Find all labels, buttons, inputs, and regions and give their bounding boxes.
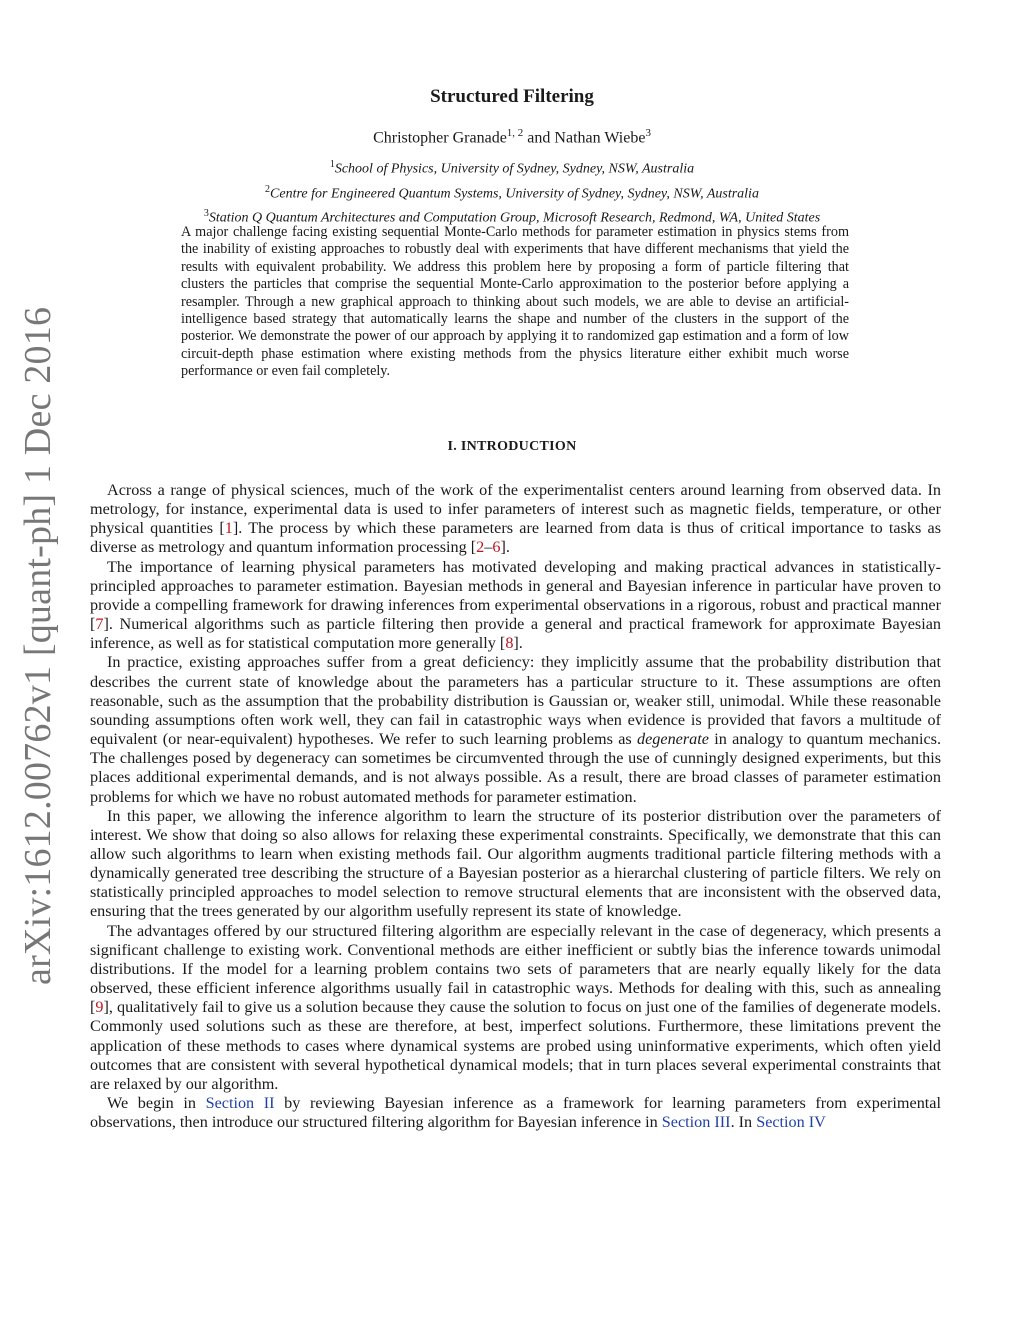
citation-range-dash: – — [484, 538, 493, 557]
abstract: A major challenge facing existing sequential Monte-Carlo methods for parameter estimation in physics stems from the inability of existing approaches to robustly deal with experiments that have different mechanisms that yield the results with equivalent probability. We address this problem here by proposing a form of particle filtering that clusters the particles that comprise the sequential Monte-Carlo approximation to the posterior before applying a resampler. Through a new graphical approach to thinking about such models, we are able to devise an artificial-intelligence based strategy that automatically learns the shape and number of the clusters in the support of the posterior. We demonstrate the power of our approach by applying it to randomized gap estimation and a form of low circuit-depth phase estimation where existing methods from the physics literature either exhibit much worse performance or even fail completely. — [181, 224, 849, 380]
affiliation — [0, 155, 1024, 180]
affiliation-mark: 1 — [329, 159, 335, 170]
affiliation-text: School of Physics, University of Sydney, Sydney, NSW, Australia — [334, 161, 695, 177]
paragraph — [90, 481, 941, 558]
paragraph-text: We begin in — [107, 1094, 206, 1112]
author-conjunction: and — [523, 129, 555, 147]
arxiv-identifier: arXiv:1612.00762v1 [quant-ph] 1 Dec 2016 — [17, 306, 59, 985]
citation-link[interactable]: 2 — [476, 538, 485, 557]
paragraph-text: . In — [730, 1113, 757, 1132]
paragraph-text: ]. — [500, 538, 510, 557]
paragraph-text: In practice, existing approaches suffer from a great deficiency: they implicitly assume that the probability distribution that describes the current state of knowledge about the parameters has a particular structure to it. These assumptions are often reasonable, such as the assumption that the probability distribution is Gaussian or, weaker still, unimodal. While these reasonable sounding assumptions often work well, they can fail in catastrophic ways when evidence is provided that favors a multitude of equivalent (or near-equivalent) hypotheses. We refer to such learning problems as — [90, 653, 941, 749]
citation-link[interactable]: 9 — [95, 998, 104, 1017]
affiliation-list — [0, 155, 1024, 229]
paragraph-text: Across a range of physical sciences, much of the work of the experimentalist centers around learning from observed data. In metrology, for instance, experimental data is used to infer parameters of interest such as magnetic fields, temperature, or other physical quantities [ — [90, 481, 941, 538]
section-heading: I. INTRODUCTION — [447, 439, 577, 454]
author-name: Christopher Granade — [373, 129, 507, 147]
section-link[interactable]: Section II — [205, 1094, 275, 1112]
affiliation-mark: 3 — [203, 208, 209, 220]
paragraph-text: in analogy to quantum mechanics. The challenges posed by degeneracy can sometimes be circumvented through the use of cunningly designed experiments, but this places additional experimental demands, and is not always possible. As a result, there are broad classes of parameter estimation problems for which we have no robust automated methods for parameter estimation. — [90, 730, 941, 806]
citation-link[interactable]: 7 — [95, 615, 104, 634]
citation-link[interactable]: 8 — [505, 634, 514, 653]
paragraph-text: ], qualitatively fail to give us a solution because they cause the solution to focus on just one of the families of degenerate models. Commonly used solutions such as these are therefore, at best, imperfect solutions. Furthermore, these limitations prevent the application of these methods to cases where dynamical systems are probed using uninformative experiments, which often yield outcomes that are consistent with several hypothetical dynamical models; that in turn places several experimental constraints that are relaxed by our algorithm. — [90, 998, 941, 1093]
introduction-body — [90, 481, 941, 1132]
paragraph-text: The importance of learning physical parameters has motivated developing and making practical advances in statistically-principled approaches to parameter estimation. Bayesian methods in general and Bayesian inference in particular have proven to provide a compelling framework for drawing inferences from experimental observations in a rigorous, robust and practical manner [ — [90, 557, 941, 634]
citation-link[interactable]: 6 — [492, 538, 501, 557]
paragraph — [90, 558, 941, 654]
paragraph — [90, 1094, 941, 1132]
author-affil-mark: 1, 2 — [506, 127, 524, 139]
paragraph-text: The advantages offered by our structured filtering algorithm are especially relevant in the case of degeneracy, which presents a significant challenge to existing work. Conventional methods are either inefficient or subtly bias the inference towards unimodal distributions. If the model for a learning problem contains two sets of parameters that are nearly equally likely for the data observed, these efficient inference algorithms usually fail in catastrophic ways. Methods for dealing with this, such as annealing [ — [90, 921, 941, 1017]
section-link[interactable]: Section IV — [756, 1113, 826, 1132]
affiliation-mark: 2 — [265, 183, 271, 195]
paragraph-text: ]. Numerical algorithms such as particle filtering then provide a general and practical framework for approximate Bayesian inference, as well as for statistical computation more generally [ — [90, 615, 941, 653]
affiliation — [0, 180, 1024, 205]
paragraph — [90, 653, 941, 806]
affiliation-text: Centre for Engineered Quantum Systems, University of Sydney, Sydney, NSW, Australia — [270, 186, 759, 202]
citation-link[interactable]: 1 — [224, 519, 233, 538]
paragraph-text: ]. The process by which these parameters are learned from data is thus of critical importance to tasks as diverse as metrology and quantum information processing [ — [90, 519, 941, 557]
affiliation-text: Station Q Quantum Architectures and Computation Group, Microsoft Research, Redmond, WA, United States — [208, 210, 821, 226]
paper-title: Structured Filtering — [430, 86, 594, 107]
author-affil-mark: 3 — [645, 127, 651, 139]
emphasis-term: degenerate — [637, 730, 709, 749]
paragraph: In this paper, we allowing the inference algorithm to learn the structure of its posterior distribution over the parameters of interest. We show that doing so also allows for relaxing these experimental constraints. Specifically, we demonstrate that this can allow such algorithms to learn when existing methods fail. Our algorithm augments traditional particle filtering methods with a dynamically generated tree describing the structure of a Bayesian posterior as a hierarchal clustering of particle filters. We rely on statistically principled approaches to model selection to remove structural elements that are inconsistent with the observed data, ensuring that the trees generated by our algorithm usefully represent its state of knowledge. — [90, 806, 941, 921]
paragraph-text: ]. — [513, 634, 523, 653]
author-list — [0, 127, 1024, 147]
paragraph — [90, 922, 941, 1094]
author-name: Nathan Wiebe — [554, 129, 646, 147]
paragraph-text: by reviewing Bayesian inference as a framework for learning parameters from experimental observations, then introduce our structured filtering algorithm for Bayesian inference in — [90, 1094, 941, 1132]
section-link[interactable]: Section III — [661, 1113, 731, 1132]
